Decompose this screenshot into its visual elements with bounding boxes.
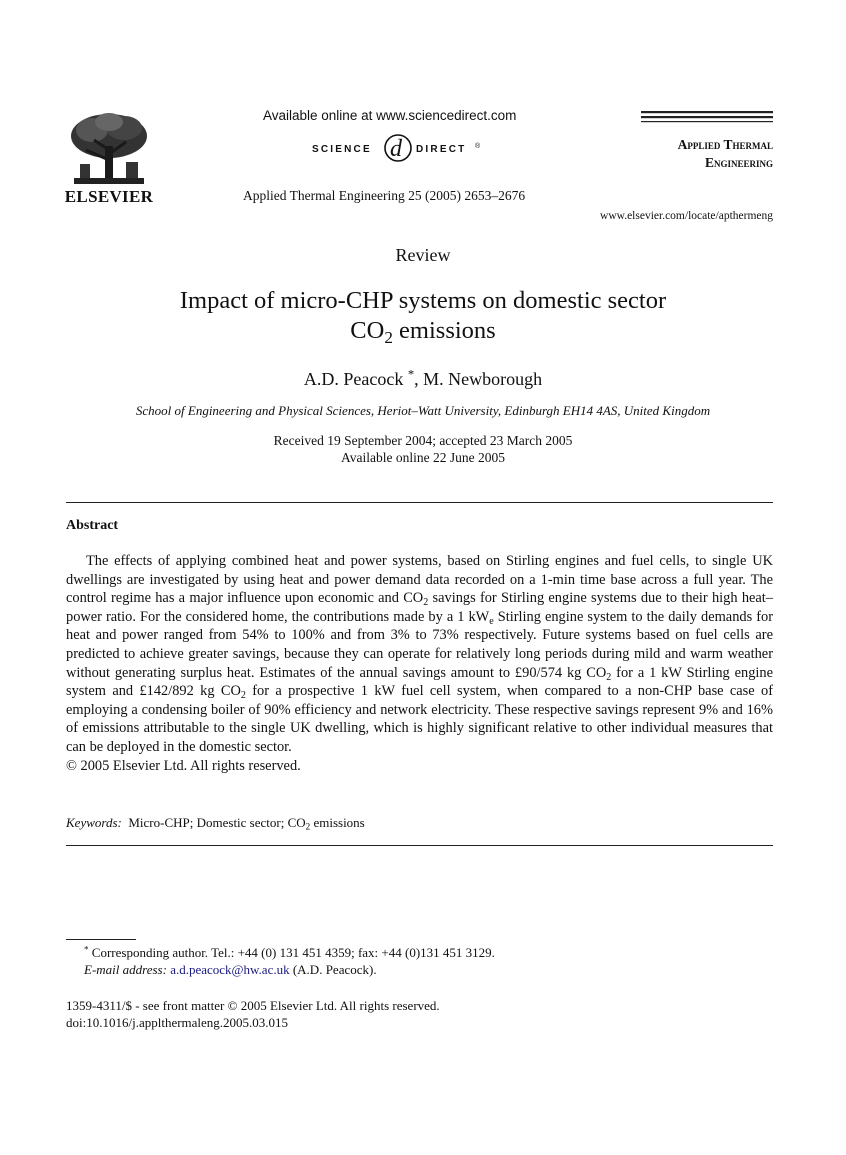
keywords-after: emissions	[310, 815, 365, 830]
email-label: E-mail address:	[84, 962, 167, 977]
sciencedirect-right-word: DIRECT	[416, 144, 467, 155]
email-after: (A.D. Peacock).	[289, 962, 377, 977]
author-newborough[interactable]: M. Newborough	[423, 369, 543, 389]
author-list	[0, 369, 846, 390]
abstract-bottom-rule	[66, 845, 773, 846]
keywords-sub: 2	[305, 821, 311, 832]
abstract-text-4: for a 1 kW Stirling engine system and £142/892 kg CO	[66, 664, 773, 700]
keywords-label: Keywords:	[66, 815, 122, 830]
online-date: Available online 22 June 2005	[341, 450, 505, 465]
journal-citation: Applied Thermal Engineering 25 (2005) 2653–2676	[243, 188, 526, 203]
journal-name-line2: Engineering	[704, 155, 773, 170]
author-peacock[interactable]: A.D. Peacock	[303, 369, 404, 389]
article-title	[100, 286, 746, 346]
journal-header-rules	[641, 111, 773, 123]
abstract-text-2: savings for Stirling engine systems due to their high heat–power ratio. For the considered home, the contributions made by a 1 kW	[66, 590, 773, 625]
elsevier-tree-logo	[64, 110, 154, 188]
abstract-text-3: Stirling engine system to the daily demands for heat and power ranged from 54% to 100% and from 3% to 73% respectively. Future systems based on fuel cells are predicted to achieve greater savings, because they can operate for relatively long periods during mild and warm weather without generating surplus heat. Estimates of the annual savings amount to £90/574 kg CO	[66, 608, 773, 681]
keywords-text: Micro-CHP; Domestic sector; CO	[128, 815, 306, 830]
journal-name-line1: Applied Thermal	[677, 137, 773, 152]
title-sub: 2	[384, 328, 393, 348]
subscript-2: 2	[240, 690, 246, 702]
svg-text:d: d	[390, 136, 402, 162]
abstract-text-5: for a prospective 1 kW fuel cell system, when compared to a non-CHP base case of employing a condensing boiler of 90% efficiency and network electricity. These respective savings represent 9% and 16% of emissions attributable to the single UK dwelling, which is highly significant relative to other individual measures that can be deployed in the domestic sector.	[66, 683, 773, 755]
publisher-name: ELSEVIER	[64, 187, 154, 206]
title-line2	[100, 316, 746, 346]
received-date: Received 19 September 2004; accepted 23 March 2005	[273, 433, 573, 448]
journal-name	[641, 136, 773, 172]
article-type: Review	[395, 245, 451, 265]
abstract-paragraph	[66, 552, 773, 757]
corresponding-author-note	[66, 944, 773, 961]
issn-line: 1359-4311/$ - see front matter © 2005 Elsevier Ltd. All rights reserved.	[66, 998, 440, 1013]
abstract-text-1: The effects of applying combined heat and power systems, based on Stirling engines and fuel cells, to single UK dwellings are investigated by using heat and power demand data recorded on a 1-min time base across a full year. The control regime has a major influence upon economic and CO	[66, 553, 773, 607]
email-link[interactable]: a.d.peacock@hw.ac.uk	[170, 962, 290, 977]
sciencedirect-logo	[310, 132, 486, 164]
author-separator: ,	[414, 369, 424, 389]
subscript-2: 2	[423, 597, 429, 609]
issn-block	[66, 997, 440, 1031]
abstract-heading: Abstract	[66, 518, 119, 533]
corresponding-mark[interactable]: *	[407, 367, 415, 382]
footnote-rule	[66, 939, 136, 940]
abstract-top-rule	[66, 502, 773, 503]
subscript-e: e	[489, 615, 494, 627]
abstract-copyright: © 2005 Elsevier Ltd. All rights reserved.	[66, 757, 301, 774]
article-dates	[0, 432, 846, 466]
footnote	[66, 944, 773, 978]
footnote-mark: *	[84, 944, 89, 955]
affiliation: School of Engineering and Physical Sciences, Heriot–Watt University, Edinburgh EH14 4AS, United Kingdom	[135, 403, 711, 418]
abstract-body	[66, 552, 773, 775]
journal-url[interactable]: www.elsevier.com/locate/apthermeng	[600, 210, 773, 222]
doi-line[interactable]: doi:10.1016/j.applthermaleng.2005.03.015	[66, 1015, 289, 1030]
corresponding-text: Corresponding author. Tel.: +44 (0) 131 451 4359; fax: +44 (0)131 451 3129.	[88, 945, 495, 960]
email-line	[66, 961, 773, 978]
title-line1: Impact of micro-CHP systems on domestic sector	[179, 287, 667, 314]
title-co: CO	[350, 317, 385, 344]
title-rest: emissions	[392, 317, 496, 344]
registered-mark: ®	[475, 143, 481, 150]
subscript-2: 2	[606, 671, 612, 683]
sciencedirect-left-word: SCIENCE	[312, 144, 372, 155]
keywords	[66, 815, 365, 831]
available-online-text: Available online at www.sciencedirect.com	[263, 108, 517, 123]
